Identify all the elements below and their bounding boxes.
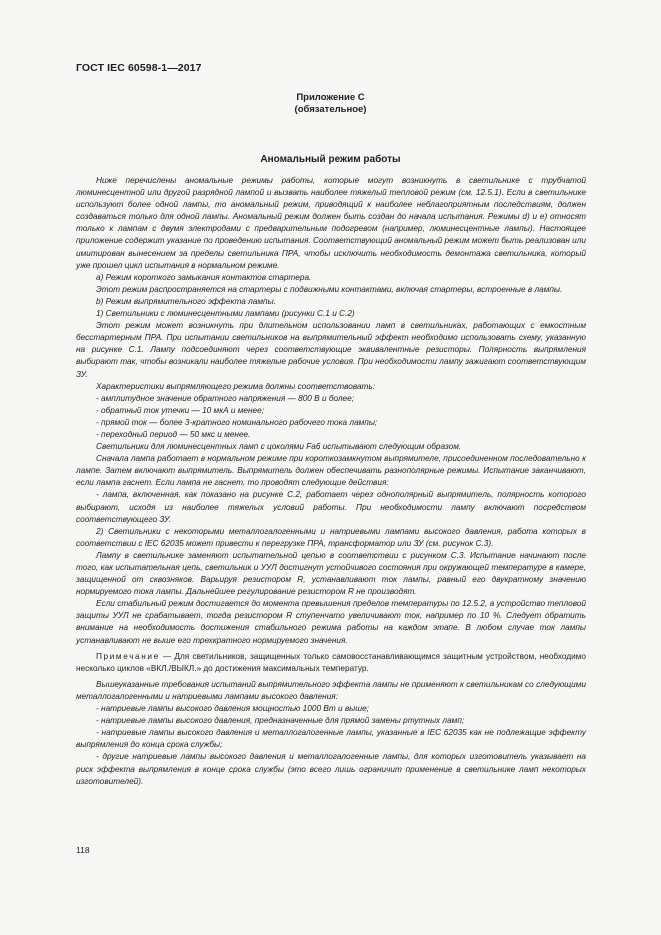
note-text: — Для светильников, защищенных только самовосстанавливающимся защитным устройством, необходимо несколько циклов «ВКЛ./ВЫКЛ.» до достижения максимальных температур. [76, 651, 586, 673]
paragraph-characteristics: Характеристики выпрямляющего режима должны соответствовать: [96, 381, 376, 391]
standard-header: ГОСТ IEC 60598-1—2017 [76, 62, 202, 74]
paragraph-mode-a: а) Режим короткого замыкания контактов стартера. [96, 272, 312, 282]
paragraph-procedure: Сначала лампа работает в нормальном режиме при короткозамкнутом выпрямителе, присоединенном последовательно к лампе. Затем включают выпрямитель. Выпрямитель должен обеспечивать разнополярные режимы. Испытание заканчивают, если лампа гаснет. Если лампа не гаснет, то проводят следующие действия: [76, 454, 586, 488]
paragraph-b2-title: 2) Светильники с некоторыми металлогалогенными и натриевыми лампами высокого давления, работа которых в соответствии с IEC 62035 может привести к перегрузке ПРА, трансформатор или ЗУ (см. рисунок С.3). [76, 526, 586, 548]
paragraph-intro: Ниже перечислены аномальные режимы работы, которые могут возникнуть в светильнике с трубчатой люминесцентной или другой разрядной лампой и вызвать наиболее тяжелый тепловой режим (см. 12.5.1). Если в светильнике используют более одной лампы, то аномальный режим, приводящий к наиболее неблагоприятным последствиям, должен создаваться только для одной лампы. Аномальный режим должен быть создан до начала испытания. Режимы d) и e) относят только к лампам с двумя электродами с предварительным подогревом (например, люминесцентные лампы). Настоящее приложение содержит указание по проведению испытания. Соответствующий аномальный режим может быть реализован или имитирован вынесением за пределы светильника ПРА, чтобы исключить необходимость демонтажа светильника, который уже прошел цикл испытания в нормальном режиме. [76, 176, 586, 270]
document-body [76, 175, 586, 788]
list-item: - натриевые лампы высокого давления мощностью 1000 Вт и выше; [96, 704, 369, 714]
annex-status: (обязательное) [294, 104, 367, 115]
list-item: - натриевые лампы высокого давления, предназначенные для прямой замены ртутных ламп; [96, 716, 465, 726]
paragraph-mode-b: b) Режим выпрямительного эффекта лампы. [96, 296, 276, 306]
paragraph-c3-test: Лампу в светильнике заменяют испытательной цепью в соответствии с рисунком С.3. Испытание начинают после того, как испытательная цепь, светильник и УУЛ достигнут устойчивого состояния при окружающей температуре в камере, защищенной от сквозняков. Варьируя резистором R, устанавливают ток лампы, равный его двукратному значению нормируемого тока лампы. Дальнейшее регулирование резистором R не производят. [76, 550, 586, 597]
note [76, 651, 586, 675]
list-item: - натриевые лампы высокого давления и металлогалогенные лампы, указанные в IEC 62035 как не подлежащие эффекту выпрямления до конца срока службы; [76, 728, 586, 750]
list-item: - переходный период — 50 мкс и менее. [96, 429, 251, 439]
paragraph-b1-title: 1) Светильники с люминесцентными лампами (рисунки С.1 и С.2) [96, 309, 355, 319]
annex-title: Приложение С [296, 92, 365, 103]
list-item: - другие натриевые лампы высокого давления и металлогалогенные лампы, для которых изготовитель указывает на риск эффекта выпрямления в конце срока службы (это всего лишь ограничит применение в светильнике ламп некоторых изготовителей). [76, 752, 586, 786]
list-item: - обратный ток утечки — 10 мкА и менее; [96, 405, 265, 415]
section-title: Аномальный режим работы [260, 154, 401, 165]
paragraph-fa6: Светильники для люминесцентных ламп с цоколями Fa6 испытывают следующим образом. [96, 442, 462, 452]
page-number: 118 [76, 845, 90, 855]
paragraph-b1-description: Этот режим может возникнуть при длительном использовании ламп в светильниках, работающих с емкостным бесстартерным ПРА. При испытании светильников на выпрямительный эффект необходимо использовать схему, указанную на рисунке С.1. Лампу подсоединяют через соответствующие эквивалентные резисторы. Полярность выпрямления выбирают так, чтобы возникали наиболее тяжелые рабочие условия. При необходимости лампу зажигают соответствующим ЗУ. [76, 321, 586, 379]
list-item: - амплитудное значение обратного напряжения — 800 В и более; [96, 393, 355, 403]
paragraph-exclusions: Вышеуказанные требования испытаний выпрямительного эффекта лампы не применяют к светильникам со следующими металлогалогенными и натриевыми лампами высокого давления: [76, 679, 586, 701]
paragraph-stable-mode: Если стабильный режим достигается до момента превышения пределов температуры по 12.5.2, а устройство тепловой защиты УУЛ не срабатывает, тогда резистором R ступенчато увеличивают ток, например по 10 %. Следует обратить внимание на необходимость достижения стабильного режима работы на каждом этапе. В любом случае ток лампы устанавливают не выше его трехкратного нормируемого значения. [76, 599, 586, 645]
annex-heading [0, 92, 661, 116]
list-item: - прямой ток — более 3-кратного номинального рабочего тока лампы; [96, 417, 378, 427]
note-label: Примечание [96, 651, 160, 661]
paragraph-mode-a-scope: Этот режим распространяется на стартеры с подвижными контактами, включая стартеры, встроенные в лампы. [96, 284, 563, 294]
paragraph-c2: - лампа, включенная, как показано на рисунке С.2, работает через однополярный выпрямитель, полярность которого выбирают, исходя из наиболее тяжелых условий работы. При необходимости лампу включают посредством соответствующего ЗУ. [76, 490, 586, 524]
